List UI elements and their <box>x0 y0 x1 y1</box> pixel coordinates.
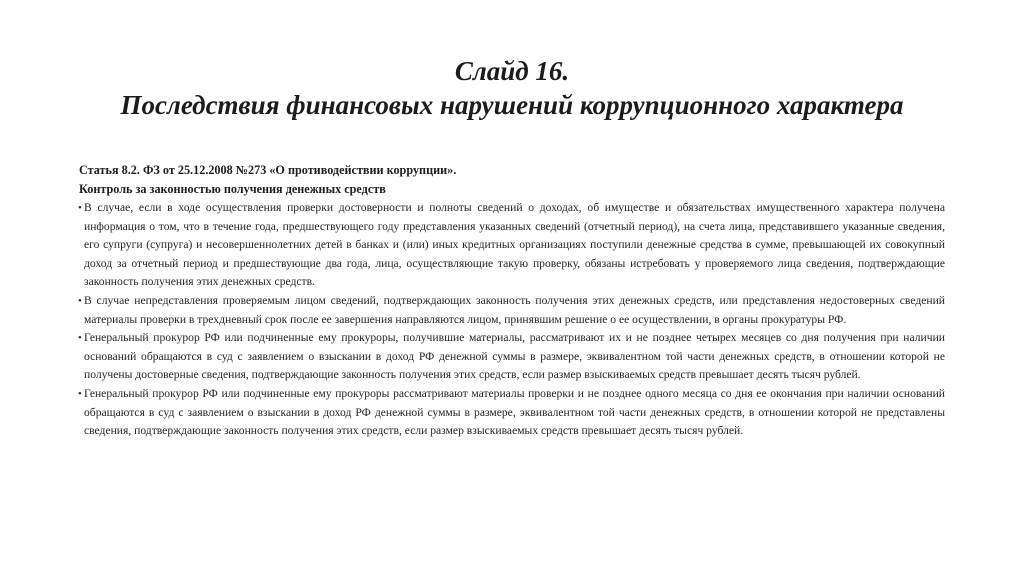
slide-number-title: Слайд 16. <box>454 56 570 86</box>
slide-topic-title: Последствия финансовых нарушений коррупционного характера <box>120 90 904 120</box>
slide-title <box>60 54 964 122</box>
bullet-icon: • <box>78 387 82 400</box>
bullet-item <box>79 329 945 385</box>
bullet-text: Генеральный прокурор РФ или подчиненные ему прокуроры рассматривают материалы проверки и не позднее одного месяца со дня ее окончания при наличии оснований обращаются в суд с заявлением о взыскании в доход РФ денежной суммы в размере, эквивалентном той части денежных средств, в отношении которой не представлены сведения, подтверждающие законность получения этих средств, если размер взыскиваемых средств превышает десять тысяч рублей. <box>84 386 945 438</box>
bullet-item <box>79 292 945 329</box>
slide-content <box>79 161 945 441</box>
bullet-text: В случае непредставления проверяемым лицом сведений, подтверждающих законность получения этих денежных средств, или представления недостоверных сведений материалы проверки в трехдневный срок после ее завершения направляются лицом, принявшим решение о ее осуществлении, в органы прокуратуры РФ. <box>84 293 945 326</box>
bullet-icon: • <box>78 294 82 307</box>
bullet-icon: • <box>78 332 82 345</box>
bullet-item <box>79 199 945 292</box>
bullet-text: В случае, если в ходе осуществления проверки достоверности и полноты сведений о доходах, об имуществе и обязательствах имущественного характера получена информация о том, что в течение года, предшествующего году представления указанных сведений (отчетный период), на счета лица, представившего указанные сведения, его супруги (супруга) и несовершеннолетних детей в банках и (или) иных кредитных организациях поступили денежные средства в сумме, превышающей их совокупный доход за отчетный период и предшествующие два года, лица, осуществляющие такую проверку, обязаны истребовать у проверяемого лица сведения, подтверждающие законность получения этих денежных средств. <box>84 201 945 289</box>
bullet-icon: • <box>78 202 82 214</box>
law-reference-heading: Статья 8.2. ФЗ от 25.12.2008 №273 «О противодействии коррупции». <box>79 163 457 177</box>
section-heading: Контроль за законностью получения денежных средств <box>79 182 386 196</box>
bullet-item <box>79 385 945 441</box>
bullet-text: Генеральный прокурор РФ или подчиненные ему прокуроры, получившие материалы, рассматривают их и не позднее четырех месяцев со дня получения при наличии оснований обращаются в суд с заявлением о взыскании в доход РФ денежной суммы в размере, эквивалентном той части денежных средств, в отношении которой не получены достоверные сведения, подтверждающие законность получения этих средств, если размер взыскиваемых средств превышает десять тысяч рублей. <box>84 331 945 382</box>
bullet-list <box>79 199 945 441</box>
